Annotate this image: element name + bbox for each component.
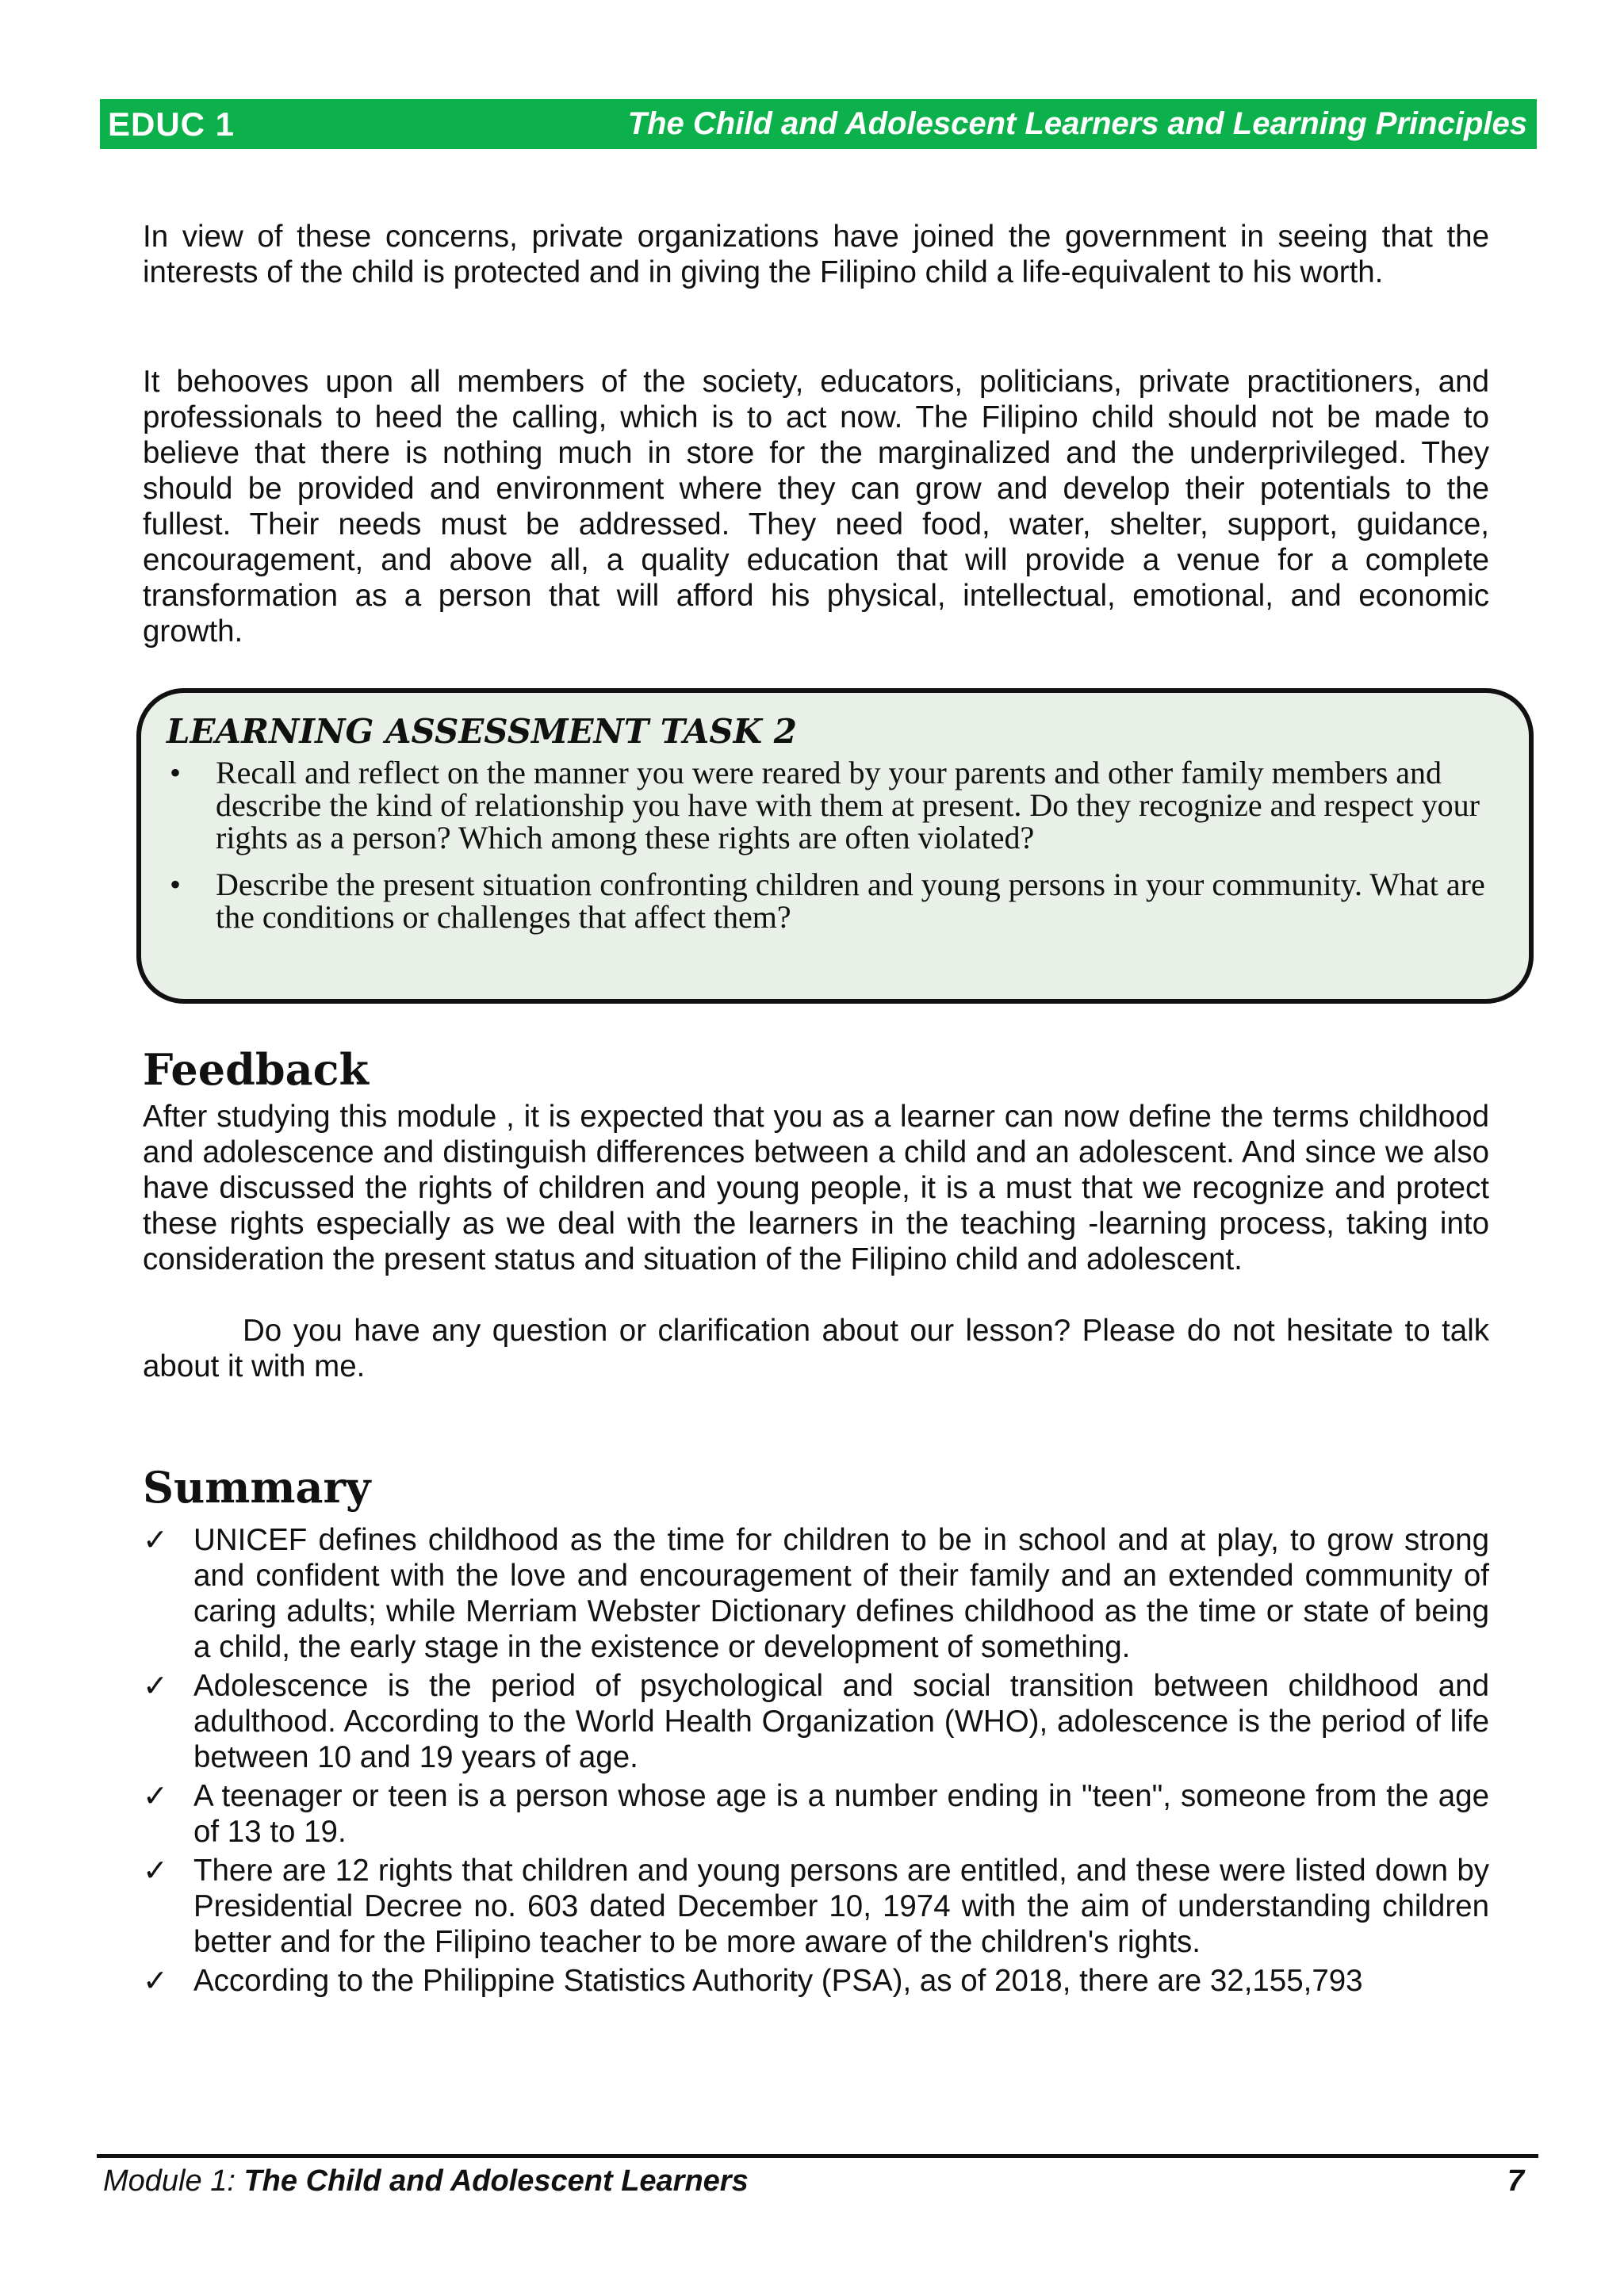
footer-module-prefix: Module 1: [103, 2164, 244, 2198]
summary-item-text: Adolescence is the period of psychological and social transition between childhood and adulthood. According to the World Health Organization (WHO), adolescence is the period of life between 10 and 19 years of age. [193, 1669, 1489, 1774]
bullet-icon: • [170, 867, 182, 902]
summary-item [143, 1853, 1489, 1960]
checkmark-icon: ✓ [143, 1668, 168, 1703]
checkmark-icon: ✓ [143, 1853, 168, 1888]
checkmark-icon: ✓ [143, 1778, 168, 1813]
summary-item [143, 1668, 1489, 1775]
header-bar [100, 99, 1537, 149]
intro-paragraph-1: In view of these concerns, private organizations have joined the government in seeing that the interests of the child is protected and in giving the Filipino child a life-equivalent to his worth. [143, 220, 1489, 289]
summary-item [143, 1778, 1489, 1850]
assessment-item-text: Recall and reflect on the manner you were reared by your parents and other family members and describe the kind of relationship you have with them at present. Do they recognize and respect your rights as a person? Which among these rights are often violated? [216, 755, 1480, 855]
assessment-item [167, 868, 1515, 933]
page-number: 7 [1507, 2164, 1524, 2198]
summary-item [143, 1963, 1489, 1999]
course-title: The Child and Adolescent Learners and Learning Principles [627, 106, 1527, 141]
intro-paragraph-2: It behooves upon all members of the society, educators, politicians, private practitioners, and professionals to heed the calling, which is to act now. The Filipino child should not be made to believe that there is nothing much in store for the marginalized and the underprivileged. They should be provided and environment where they can grow and develop their potentials to the fullest. Their needs must be addressed. They need food, water, shelter, support, guidance, encouragement, and above all, a quality education that will provide a venue for a complete transformation as a person that will afford his physical, intellectual, emotional, and economic growth. [143, 365, 1489, 649]
checkmark-icon: ✓ [143, 1522, 168, 1557]
assessment-title: LEARNING ASSESSMENT TASK 2 [167, 712, 798, 751]
assessment-item-text: Describe the present situation confronting children and young persons in your community. What are the conditions or challenges that affect them? [216, 867, 1485, 935]
assessment-item [167, 756, 1515, 854]
footer-module [103, 2164, 749, 2198]
footer-module-title: The Child and Adolescent Learners [243, 2164, 749, 2198]
learning-assessment-box [136, 688, 1534, 1004]
summary-item-text: UNICEF defines childhood as the time for children to be in school and at play, to grow strong and confident with the love and encouragement of their family and an extended community of caring adults; while Merriam Webster Dictionary defines childhood as the time or state of being a child, the early stage in the existence or development of something. [193, 1523, 1489, 1664]
summary-item-text: A teenager or teen is a person whose age is a number ending in "teen", someone from the age of 13 to 19. [193, 1779, 1489, 1849]
summary-heading: Summary [143, 1462, 371, 1513]
checkmark-icon: ✓ [143, 1963, 168, 1998]
bullet-icon: • [170, 755, 182, 790]
summary-item [143, 1522, 1489, 1665]
assessment-list [167, 756, 1515, 933]
summary-item-text: According to the Philippine Statistics Authority (PSA), as of 2018, there are 32,155,793 [193, 1964, 1363, 1998]
summary-list [143, 1522, 1489, 2002]
feedback-paragraph-2: Do you have any question or clarification about our lesson? Please do not hesitate to talk about it with me. [143, 1314, 1489, 1383]
summary-item-text: There are 12 rights that children and young persons are entitled, and these were listed down by Presidential Decree no. 603 dated December 10, 1974 with the aim of understanding children better and for the Filipino teacher to be more aware of the children's rights. [193, 1854, 1489, 1959]
feedback-paragraph-1: After studying this module , it is expected that you as a learner can now define the terms childhood and adolescence and distinguish differences between a child and an adolescent. And since we also have discussed the rights of children and young people, it is a must that we recognize and protect these rights especially as we deal with the learners in the teaching -learning process, taking into consideration the present status and situation of the Filipino child and adolescent. [143, 1100, 1489, 1276]
course-code: EDUC 1 [108, 105, 236, 143]
footer-rule [97, 2154, 1538, 2158]
feedback-heading: Feedback [143, 1044, 369, 1095]
